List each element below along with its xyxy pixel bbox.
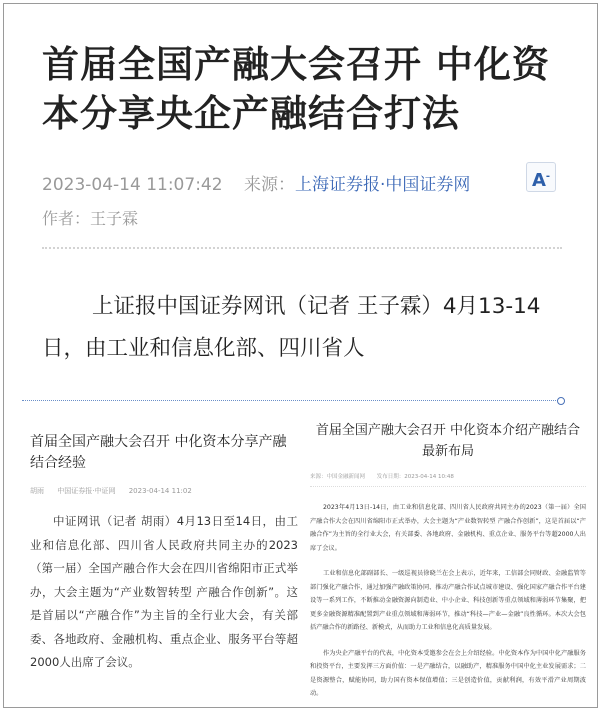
right-clip-divider (310, 486, 586, 487)
article-author: 作者：王子霖 (42, 209, 139, 228)
article-datetime: 2023-04-14 11:07:42 (42, 175, 223, 195)
right-clip-source: 来源：中国金融新闻网 (310, 474, 366, 480)
article-title: 首届全国产融大会召开 中化资本分享央企产融结合打法 (42, 43, 550, 135)
right-clip-paragraph: 工业和信息化部副部长、一级巡视员徐晓兰在会上表示，近年来，工信部会同财政、金融监管等部门强化产融合作，通过加强产融政策协同、推动产融合作试点城市建设、强化国家产融合作平台建设等一系列工作，不断推动金融资源向制造业、中小企业、科技创新等重点领域和薄弱环节集聚，把更多金融资源精准配置到产业重点领域和薄弱环节，推动“科技—产业—金融”良性循环。本次大会包括产融合作的新路径、新模式，从而助力工业和信息化高质量发展。 (310, 570, 586, 631)
right-clip-title: 首届全国产融大会召开 中化资本介绍产融结合最新布局 (315, 423, 581, 459)
divider-handle (557, 397, 565, 405)
left-article-clip (30, 432, 298, 675)
right-clip-datetime: 发布日期：2023-04-14 10:48 (376, 474, 454, 480)
article-lead: 上证报中国证券网讯（记者 王子霖）4月13-14日，由工业和信息化部、四川省人 (42, 294, 541, 361)
right-article-clip (310, 420, 586, 701)
left-clip-source: 中国证券报·中证网 (57, 487, 116, 495)
left-clip-title: 首届全国产融大会召开 中化资本分享产融结合经验 (30, 434, 287, 471)
right-clip-paragraph: 2023年4月13日-14日，由工业和信息化部、四川省人民政府共同主办的2023（第一届）全国产融合作大会在四川省绵阳市正式举办，大会主题为“产业数智转型 产融合作创新”，这是首届以“产融合作”为主旨的全行业大会，有关部委、各地政府、金融机构、重点企业、服务平台等超2000人出席了会议。 (310, 504, 586, 552)
font-size-button[interactable]: A- (526, 162, 556, 192)
source-label: 来源： (243, 175, 295, 195)
font-size-icon: A (531, 170, 546, 191)
dotted-divider (42, 247, 562, 249)
right-clip-meta (310, 472, 586, 480)
right-clip-paragraph: 作为央企产融平台的代表，中化资本受邀参会在会上介绍经验。中化资本作为中国中化产融服务和投资平台，主要发挥三方面价值：一是产融结合，以融助产，精准服务中国中化主业发展需求；二是资源整合，赋能协同，助力国有资本保值增值；三是创造价值，贡献利润，有效平滑产业周期波动。 (310, 649, 586, 697)
source-link[interactable]: 上海证券报·中国证券网 (294, 175, 471, 195)
article-meta (42, 170, 470, 195)
left-clip-meta (30, 486, 298, 496)
left-clip-author: 胡雨 (30, 487, 44, 495)
left-clip-body: 中证网讯（记者 胡雨）4月13日至14日，由工业和信息化部、四川省人民政府共同主办的2023（第一届）全国产融合作大会在四川省绵阳市正式举办，大会主题为“产业数智转型 产融合作创新”。这是首届以“产融合作”为主旨的全行业大会，有关部委、各地政府、金融机构、重点企业、服务平台等超2000人出席了会议。 (30, 514, 298, 669)
section-divider (22, 400, 562, 401)
left-clip-datetime: 2023-04-14 11:02 (128, 487, 192, 495)
